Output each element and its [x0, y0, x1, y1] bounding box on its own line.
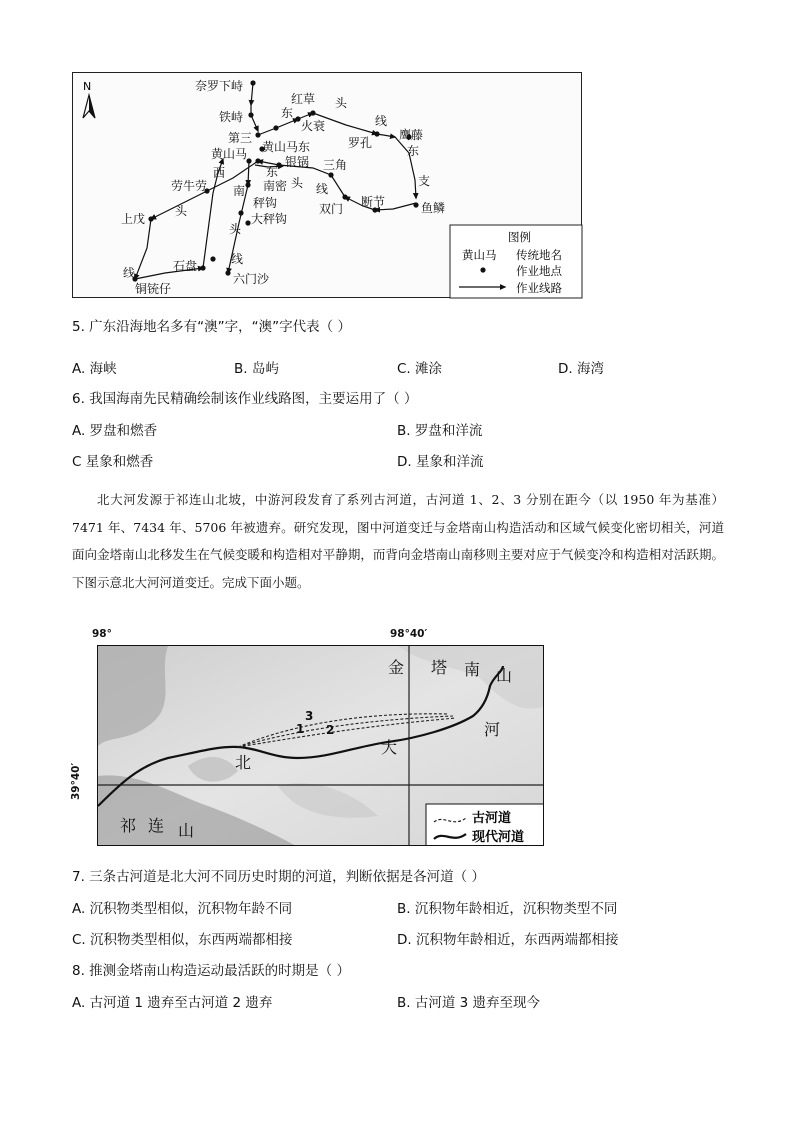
svg-text:头: 头: [335, 96, 348, 110]
place-label: 第三: [228, 131, 253, 145]
svg-text:金: 金: [388, 658, 405, 677]
option-a[interactable]: A. 罗盘和燃香: [72, 423, 158, 439]
svg-text:线: 线: [316, 182, 329, 196]
svg-text:东: 东: [407, 144, 420, 158]
question-5: 5. 广东沿海地名多有“澳”字，“澳”字代表（ ）: [72, 319, 351, 335]
place-label: 东: [266, 165, 279, 179]
channel-number: 1: [296, 722, 305, 736]
svg-text:连: 连: [148, 816, 165, 835]
svg-text:线: 线: [231, 252, 244, 266]
river-map: [97, 645, 544, 846]
svg-text:线: 线: [123, 266, 136, 280]
river-legend: [426, 804, 544, 846]
compass-icon: [83, 80, 95, 118]
svg-text:山: 山: [178, 821, 195, 840]
option-a[interactable]: A. 沉积物类型相似，沉积物年龄不同: [72, 901, 293, 917]
option-a[interactable]: A. 海峡: [72, 361, 117, 377]
channel-number: 2: [326, 723, 335, 737]
place-label: 双门: [319, 202, 344, 216]
place-label: 三角: [323, 158, 348, 172]
map-legend: [450, 225, 582, 298]
route-map-svg: [73, 73, 583, 299]
option-b[interactable]: B. 罗盘和洋流: [397, 423, 483, 439]
place-label: 银锅: [285, 155, 310, 169]
place-label: 南: [233, 184, 246, 198]
option-d[interactable]: D. 海湾: [558, 361, 604, 377]
longitude-right: 98°40′: [390, 628, 428, 640]
place-label: 黄山马东: [262, 140, 311, 154]
place-label: 石盘: [173, 259, 198, 273]
route-map: [72, 72, 582, 298]
svg-text:山: 山: [496, 666, 513, 685]
channel-number: 3: [305, 709, 314, 723]
place-label: 上戊: [121, 212, 146, 226]
svg-text:古河道: 古河道: [472, 811, 512, 826]
latitude-label: 39°40′: [70, 762, 82, 800]
svg-text:头: 头: [229, 222, 242, 236]
svg-text:黄山马: 黄山马: [462, 248, 497, 262]
svg-text:塔: 塔: [431, 658, 448, 677]
place-label: 断节: [361, 195, 386, 209]
svg-text:头: 头: [291, 176, 304, 190]
place-label: 铜铳仔: [135, 282, 172, 296]
option-d[interactable]: D. 星象和洋流: [397, 454, 484, 470]
svg-text:现代河道: 现代河道: [472, 830, 525, 845]
place-label: 西: [213, 166, 226, 180]
option-c[interactable]: C. 滩涂: [397, 361, 443, 377]
svg-text:头: 头: [175, 204, 188, 218]
river-map-svg: [98, 646, 544, 846]
reading-passage: 北大河发源于祁连山北坡，中游河段发育了系列古河道，古河道 1、2、3 分别在距今（以 1950 年为基准）7471 年、7434 年、5706 年被遗弃。研究发现，图中河道变迁与金塔南山构造活动和区域气候变化密切相关，河道面向金塔南山北移发生在气候变暖和构造相对平静期，而背向金塔南山南移则主要对应于气候变冷和构造相对活跃期。下图示意北大河河道变迁。完成下面小题。: [72, 492, 724, 590]
svg-text:河: 河: [484, 720, 501, 739]
svg-text:作业地点: 作业地点: [516, 264, 562, 278]
place-label: 秤钩: [253, 196, 278, 210]
svg-text:传统地名: 传统地名: [516, 248, 562, 262]
option-b[interactable]: B. 岛屿: [234, 361, 279, 377]
place-label: 铁峙: [219, 110, 244, 124]
option-c[interactable]: C. 沉积物类型相似，东西两端都相接: [72, 932, 293, 948]
option-c[interactable]: C 星象和燃香: [72, 454, 154, 470]
option-b[interactable]: B. 古河道 3 遗弃至现今: [397, 995, 541, 1011]
place-label: 六门沙: [233, 272, 270, 286]
svg-text:作业线路: 作业线路: [516, 281, 562, 295]
svg-text:祁: 祁: [120, 816, 137, 835]
point-legend-icon: [480, 267, 485, 272]
place-label: 红草: [291, 92, 316, 106]
place-label: 奈罗下峙: [195, 79, 244, 93]
svg-text:N: N: [83, 80, 92, 93]
longitude-left: 98°: [92, 628, 112, 640]
svg-text:支: 支: [418, 174, 431, 188]
place-label: 罗孔: [348, 136, 373, 150]
place-label: 鹰藤: [399, 128, 424, 142]
option-b[interactable]: B. 沉积物年龄相近，沉积物类型不同: [397, 901, 618, 917]
svg-text:南: 南: [464, 660, 481, 679]
place-label: 大秤钩: [251, 212, 288, 226]
place-label: 鱼鳞: [421, 201, 446, 215]
svg-text:线: 线: [375, 114, 388, 128]
question-8: 8. 推测金塔南山构造运动最活跃的时期是（ ）: [72, 963, 350, 979]
question-7: 7. 三条古河道是北大河不同历史时期的河道，判断依据是各河道（ ）: [72, 869, 485, 885]
option-a[interactable]: A. 古河道 1 遗弃至古河道 2 遗弃: [72, 995, 273, 1011]
place-label: 黄山马: [211, 147, 248, 161]
svg-text:大: 大: [381, 738, 398, 757]
place-label: 南密: [263, 179, 288, 193]
place-label: 火衰: [301, 119, 326, 133]
svg-text:图例: 图例: [508, 230, 531, 244]
option-d[interactable]: D. 沉积物年龄相近，东西两端都相接: [397, 932, 619, 948]
question-6: 6. 我国海南先民精确绘制该作业线路图，主要运用了（ ）: [72, 391, 418, 407]
place-label: 劳牛劳: [171, 179, 208, 193]
svg-text:北: 北: [235, 753, 252, 772]
svg-text:东: 东: [281, 106, 294, 120]
